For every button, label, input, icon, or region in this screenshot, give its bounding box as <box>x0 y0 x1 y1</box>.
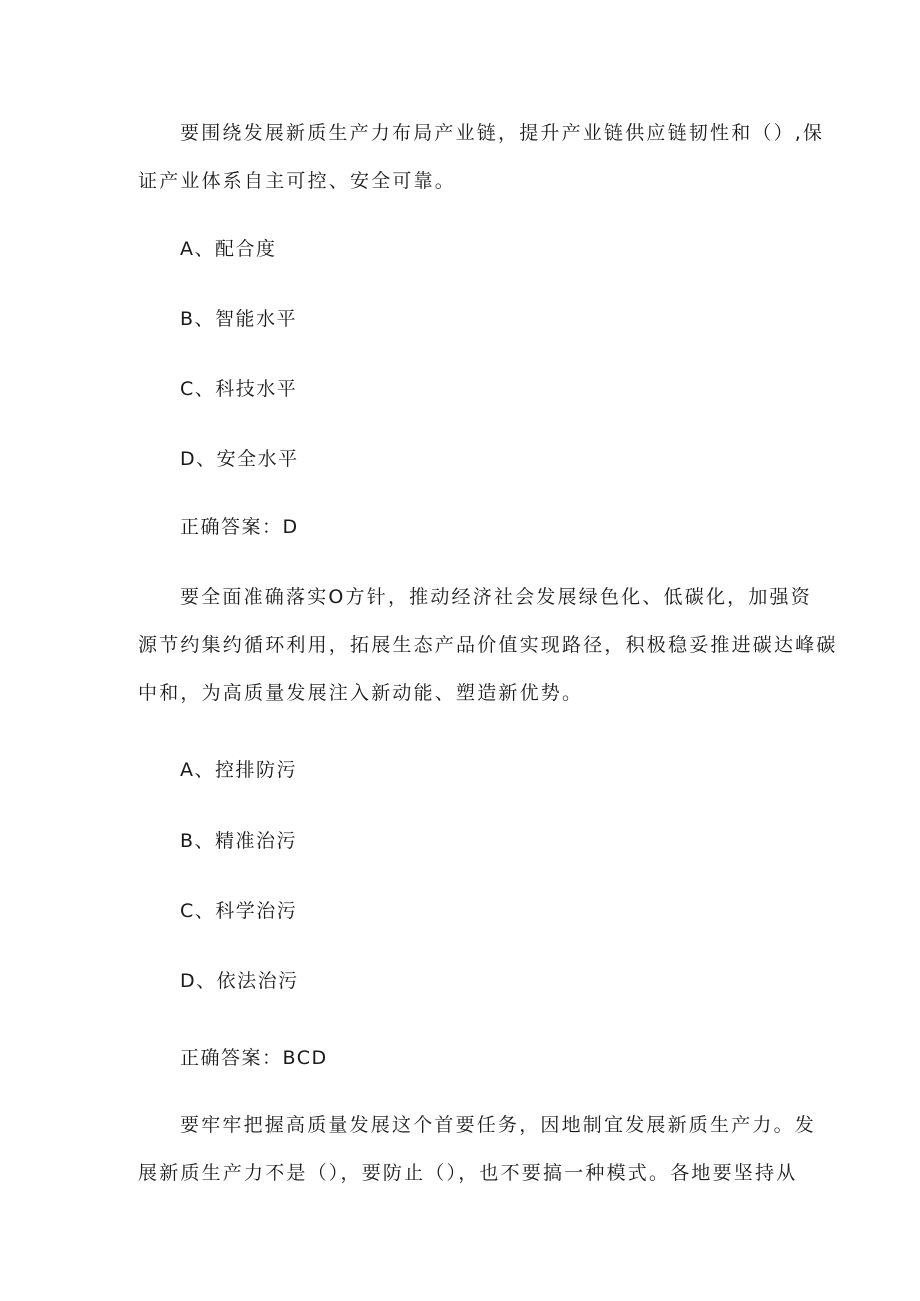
question-1-option-d: D、安全水平 <box>180 448 299 470</box>
question-1-option-c: C、科技水平 <box>180 378 298 400</box>
question-2-answer: 正确答案：BCD <box>180 1047 328 1069</box>
question-2-stem-line-3: 中和，为高质量发展注入新动能、塑造新优势。 <box>138 682 584 704</box>
question-3-stem-line-2: 展新质生产力不是（），要防止（），也不要搞一种模式。各地要坚持从 <box>138 1162 798 1184</box>
question-2-stem-line-1: 要全面准确落实O方针，推动经济社会发展绿色化、低碳化，加强资 <box>180 586 812 608</box>
question-1-stem-line-2: 证产业体系自主可控、安全可靠。 <box>138 170 457 192</box>
question-3-stem-line-1: 要牢牢把握高质量发展这个首要任务，因地制宜发展新质生产力。发 <box>180 1114 817 1136</box>
question-2-option-d: D、依法治污 <box>180 970 299 992</box>
question-2-option-b: B、精准治污 <box>180 830 298 852</box>
question-1-answer: 正确答案：D <box>180 516 299 538</box>
question-1-option-b: B、智能水平 <box>180 308 298 330</box>
question-2-stem-line-2: 源节约集约循环利用，拓展生态产品价值实现路径，积极稳妥推进碳达峰碳 <box>138 634 838 656</box>
question-1-option-a: A、配合度 <box>180 238 277 260</box>
question-1-stem-line-1: 要围绕发展新质生产力布局产业链，提升产业链供应链韧性和（）,保 <box>180 122 825 144</box>
question-2-option-c: C、科学治污 <box>180 900 298 922</box>
question-2-option-a: A、控排防污 <box>180 759 297 781</box>
